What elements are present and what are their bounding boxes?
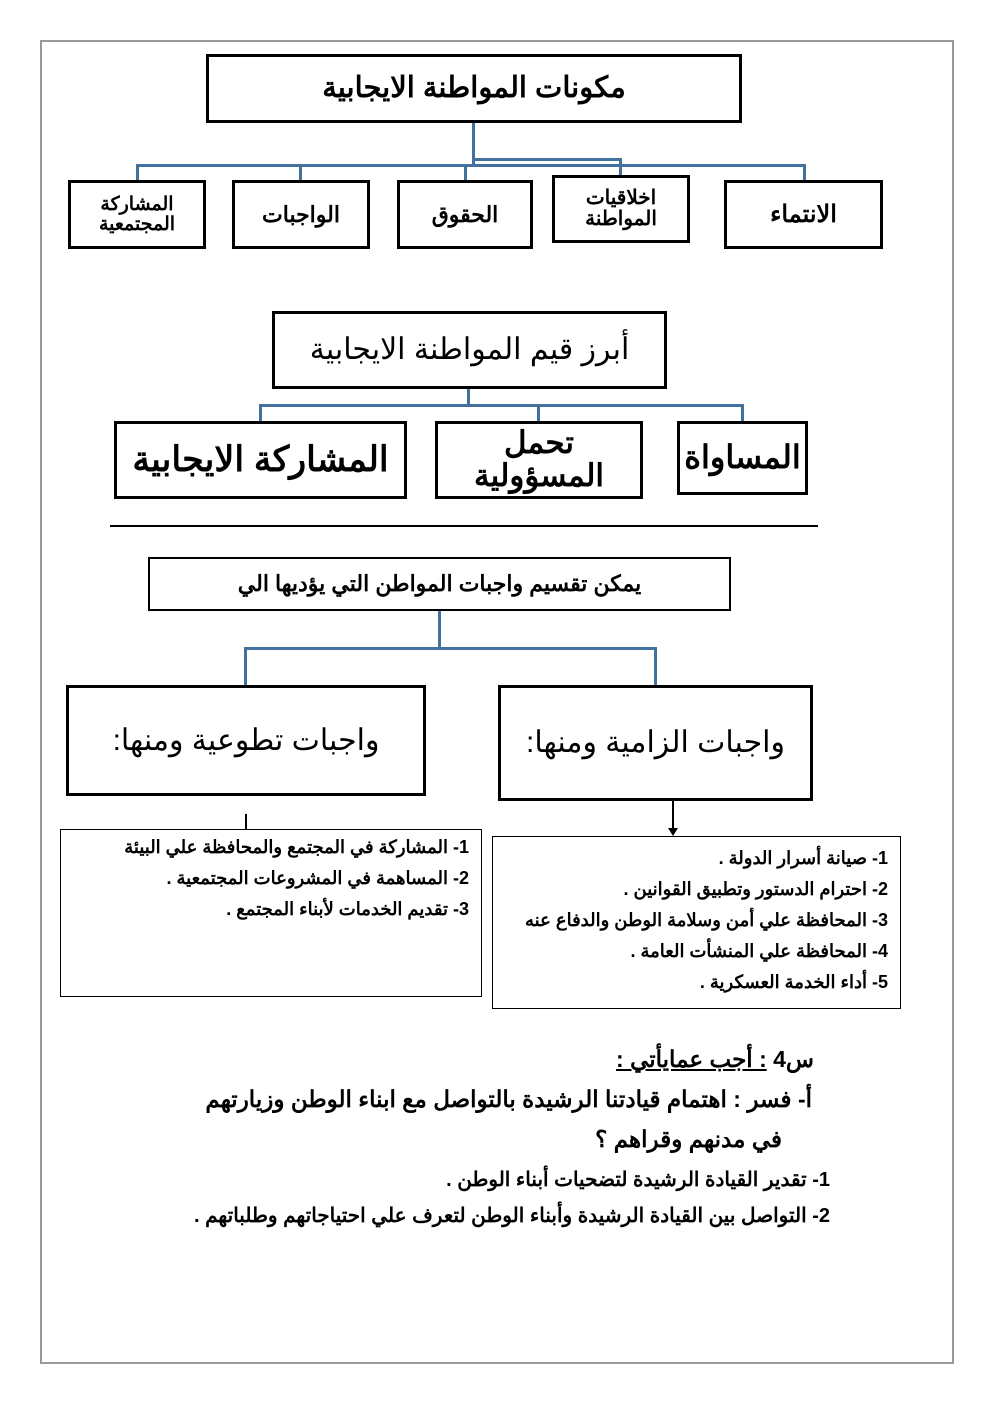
connector	[438, 611, 441, 649]
connector	[259, 404, 744, 407]
voluntary-duties-box: واجبات تطوعية ومنها:	[66, 685, 426, 796]
value-responsibility: تحمل المسؤولية	[435, 421, 643, 499]
question-part-a-cont: في مدنهم وقراهم ؟	[595, 1126, 782, 1152]
component-ethics: اخلاقيات المواطنة	[552, 175, 690, 243]
list-item: 3- تقديم الخدمات لأبناء المجتمع .	[226, 899, 469, 919]
values-title-box	[272, 311, 667, 389]
duties-title: يمكن تقسيم واجبات المواطن التي يؤديها الي	[237, 571, 642, 597]
value-positive-participation: المشاركة الايجابية	[114, 421, 407, 499]
connector	[299, 164, 302, 180]
values-title: أبرز قيم المواطنة الايجابية	[309, 333, 630, 367]
connector	[741, 404, 744, 421]
question-part-a: أ- فسر : اهتمام قيادتنا الرشيدة بالتواصل مع ابناء الوطن وزيارتهم	[205, 1086, 812, 1112]
arrow-line	[672, 801, 674, 831]
answer-2: 2- التواصل بين القيادة الرشيدة وأبناء الوطن لتعرف علي احتياجاتهم وطلباتهم .	[194, 1205, 830, 1227]
list-item: 5- أداء الخدمة العسكرية .	[699, 972, 888, 992]
connector	[803, 164, 806, 180]
mandatory-duties-box: واجبات الزامية ومنها:	[498, 685, 813, 801]
component-duties: الواجبات	[232, 180, 370, 249]
connector	[259, 404, 262, 421]
answer-1: 1- تقدير القيادة الرشيدة لتضحيات أبناء الوطن .	[446, 1169, 830, 1191]
voluntary-duties-list	[60, 829, 482, 997]
list-item: 4- المحافظة علي المنشأت العامة .	[630, 941, 888, 961]
connector	[136, 164, 806, 167]
connector	[654, 647, 657, 685]
connector	[464, 164, 467, 180]
connector	[244, 647, 247, 685]
connector	[619, 158, 622, 175]
list-item: 1- المشاركة في المجتمع والمحافظة علي البيئة	[124, 837, 469, 857]
component-belonging: الانتماء	[724, 180, 883, 249]
list-item: 2- احترام الدستور وتطبيق القوانين .	[623, 879, 888, 899]
duties-title-box	[148, 557, 731, 611]
components-title: مكونات المواطنة الايجابية	[322, 72, 626, 105]
component-rights: الحقوق	[397, 180, 533, 249]
connector-line	[245, 814, 247, 829]
connector	[136, 164, 139, 180]
list-item: 2- المساهمة في المشروعات المجتمعية .	[166, 868, 469, 888]
arrow-down-icon	[668, 828, 678, 836]
list-item: 3- المحافظة علي أمن وسلامة الوطن والدفاع عنه	[525, 910, 888, 930]
divider	[110, 525, 818, 527]
connector	[474, 158, 622, 161]
connector	[537, 404, 540, 421]
connector	[244, 647, 657, 650]
components-title-box	[206, 54, 742, 123]
mandatory-duties-list	[492, 836, 901, 1009]
value-equality: المساواة	[677, 421, 808, 495]
list-item: 1- صيانة أسرار الدولة .	[718, 848, 888, 868]
question-heading: س4 : أجب عمايأتي :	[616, 1046, 814, 1072]
component-participation: المشاركة المجتمعية	[68, 180, 206, 249]
